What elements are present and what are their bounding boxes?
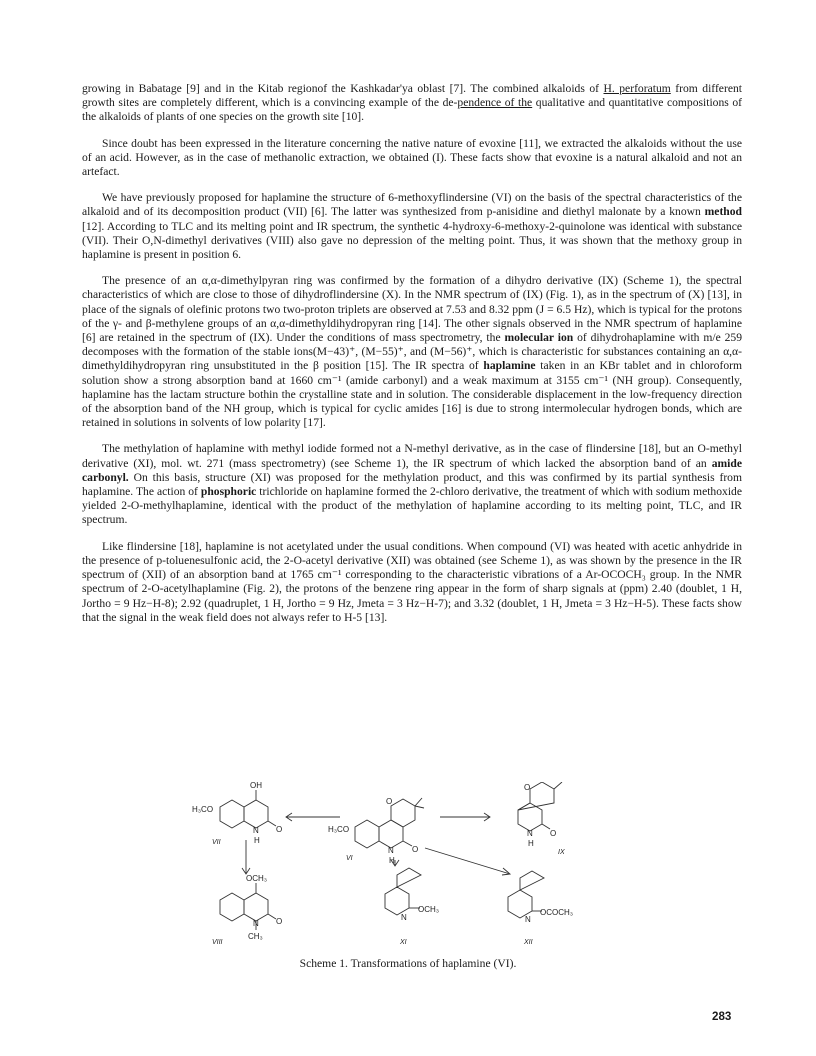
reaction-scheme (190, 782, 630, 952)
label-h3co-vi: H₃CO (328, 825, 350, 834)
paragraph (82, 540, 742, 625)
text-run: molecular ion (504, 331, 574, 345)
text-run: trichloride on haplamine formed the 2-chloro derivative, the treatment of which with sodium methoxide yielded 2-O-methylhaplamine, identical with the product of the methylation of haplamine according to its melting point, TLC, and IR spectrum. (82, 485, 742, 527)
text-run: [12]. According to TLC and its melting point and IR spectrum, the synthetic 4-hydroxy-6-methoxy-2-quinolone was identical with substance (VII). Their O,N-dimethyl derivatives (VIII) also gave no depression of the melting point. Thus, it was shown that the methoxy group in haplamine is present in position 6. (82, 219, 742, 262)
label-o-ring-vi: O (386, 797, 393, 806)
benzene-ring-viii (220, 893, 244, 921)
label-och3-viii: OCH₃ (246, 874, 268, 883)
label-n-xi: N (401, 913, 407, 922)
compound-label-ix: IX (558, 849, 565, 856)
label-o-ring-ix: O (524, 783, 531, 792)
pyridone-ring-vii (244, 800, 268, 828)
paragraph (82, 442, 742, 527)
label-ococh3-xii: OCOCH₃ (540, 908, 574, 917)
label-o-ix: O (550, 829, 557, 838)
label-h-vii: H (254, 836, 260, 845)
text-run: taken in an KBr tablet and in chloroform solution show a strong absorption band at 1660 cm⁻¹ (amide carbonyl) and a weak maximum at 3155 cm⁻¹ (NH group). Consequently, haplamine has the lactam structure bothin the crystalline state and in solution. The considerable displacement in the low-frequency direction of the absorption band of the NH group, which is typical for cyclic amides [16] is due to strong intermolecular hydrogen bonds, which are retained in solutions in solvents of low polarity [17]. (82, 359, 743, 430)
page-number: 283 (712, 1010, 732, 1023)
pyridone-ring-vi (379, 820, 403, 848)
pyridine-ring-xi (385, 887, 409, 915)
text-run: We have previously proposed for haplamine the structure of 6-methoxyflindersine (VI) on the basis of the spectral characteristics of the alkaloid and of its decomposition product (VII) [6]. The latter was synthesized from p-anisidine and diethyl malonate by a known (82, 191, 742, 219)
pyridine-ring-xii (508, 890, 532, 918)
text-run: from different growth sites are completely different, which is a convincing example of the de- (82, 82, 742, 110)
compound-label-xi: XI (400, 939, 407, 946)
text-run: amide carbonyl. (82, 456, 742, 484)
paragraph (82, 274, 742, 430)
label-o-viii: O (276, 917, 283, 926)
text-run: H. perforatum (603, 82, 671, 95)
paragraph (82, 82, 742, 125)
label-n-xii: N (525, 915, 531, 924)
arrow-vi-to-xii (425, 848, 510, 874)
label-n-vii: N (253, 826, 259, 835)
pyridone-ring-viii (244, 893, 268, 921)
text-run: phosphoric (200, 485, 257, 499)
compound-label-xii: XII (524, 939, 533, 946)
text-run: growing in Babatage [9] and in the Kitab regionof the Kashkadar'ya oblast [7]. The combined alkaloids of (82, 82, 604, 95)
label-n-vi: N (388, 846, 394, 855)
label-och3-xi: OCH₃ (418, 905, 440, 914)
label-n-viii: N (253, 919, 259, 928)
label-ch3-viii: CH₃ (248, 932, 263, 941)
article-body (82, 82, 742, 637)
pyran-ring-xii (520, 871, 544, 890)
paragraph (82, 137, 742, 180)
label-h-vi: H (389, 856, 395, 865)
paragraph (82, 191, 742, 262)
compound-label-vi: VI (346, 855, 353, 862)
label-h3co-vii: H₃CO (192, 805, 214, 814)
text-run: method (704, 205, 742, 219)
benzene-ring-vii (220, 800, 244, 828)
text-run: Like flindersine [18], haplamine is not acetylated under the usual conditions. When compound (VI) was heated with acetic anhydride in the presence of p-toluenesulfonic acid, the 2-O-acetyl derivative (XII) was obtained (see Scheme 1), as was shown by the presence in the IR spectrum of (XII) of an absorption band at 1765 cm⁻¹ corresponding to the characteristic vibrations of a Ar-OCOCH₃ group. In the NMR spectrum of 2-O-acetylhaplamine (Fig. 2), the protons of the benzene ring appear in the form of sharp signals at (ppm) 2.40 (doublet, 1 H, Jortho = 9 Hz−H-8); 2.92 (quadruplet, 1 H, Jortho = 9 Hz, Jmeta = 3 Hz−H-7); and 3.32 (doublet, 1 H, Jmeta = 3 Hz−H-5). These facts show that the signal in the weak field does not always refer to H-5 [13]. (82, 539, 742, 624)
label-o-vi: O (412, 845, 419, 854)
label-oh-vii: OH (250, 782, 262, 790)
compound-label-vii: VII (212, 839, 221, 846)
pyran-ring-xi (397, 868, 421, 887)
text-run: pendence of the (457, 96, 533, 110)
label-o-vii: O (276, 825, 283, 834)
text-run: On this basis, structure (XI) was proposed for the methylation product, and this was confirmed by its partial synthesis from haplamine. The action of (82, 470, 742, 499)
text-run: of dihydrohaplamine with m/e 259 decomposes with the formation of the stable ions(M−43)⁺, (M−55)⁺, and (M−56)⁺, which is characteristic for substances containing an α,α-dimethyldihydropyran ring unsubstituted in the β position [15]. The IR spectra of (82, 331, 742, 373)
label-h-ix: H (528, 839, 534, 848)
label-n-ix: N (527, 829, 533, 838)
text-run: qualitative and quantitative compositions of the alkaloids of plants of one species on the growth site [10]. (82, 96, 743, 124)
scheme-drawing (190, 782, 630, 952)
pyridone-ring-ix (518, 803, 542, 831)
scheme-caption: Scheme 1. Transformations of haplamine (VI). (299, 957, 517, 970)
pyran-ring-vi (391, 799, 415, 827)
benzene-ring-vi (355, 820, 379, 848)
text-run: Since doubt has been expressed in the literature concerning the native nature of evoxine [11], we extracted the alkaloids without the use of an acid. However, as in the case of methanolic extraction, we obtained (I). These facts show that evoxine is a natural alkaloid and not an artefact. (82, 136, 742, 179)
text-run: The presence of an α,α-dimethylpyran ring was confirmed by the formation of a dihydro derivative (IX) (Scheme 1), the spectral characteristics of which are close to those of dihydroflindersine (X). In the NMR spectrum of (IX) (Fig. 1), as in the spectrum of (X) [13], in place of the signals of olefinic protons two two-proton triplets are observed at 7.53 and 8.32 ppm (J = 6.5 Hz), which is typical for the protons of the γ- and β-methylene groups of an α,α-dimethyldihydropyran ring [14]. The other signals observed in the NMR spectrum of haplamine [6] are retained in the spectrum of (IX). Under the conditions of mass spectrometry, the (82, 274, 742, 345)
text-run: The methylation of haplamine with methyl iodide formed not a N-methyl derivative, as in the case of flindersine [18], but an O-methyl derivative (XI), mol. wt. 271 (mass spectrometry) (see Scheme 1), the IR spectrum of which lacked the absorption band of an (82, 442, 742, 470)
compound-label-viii: VIII (212, 939, 223, 946)
text-run: haplamine (483, 359, 536, 373)
